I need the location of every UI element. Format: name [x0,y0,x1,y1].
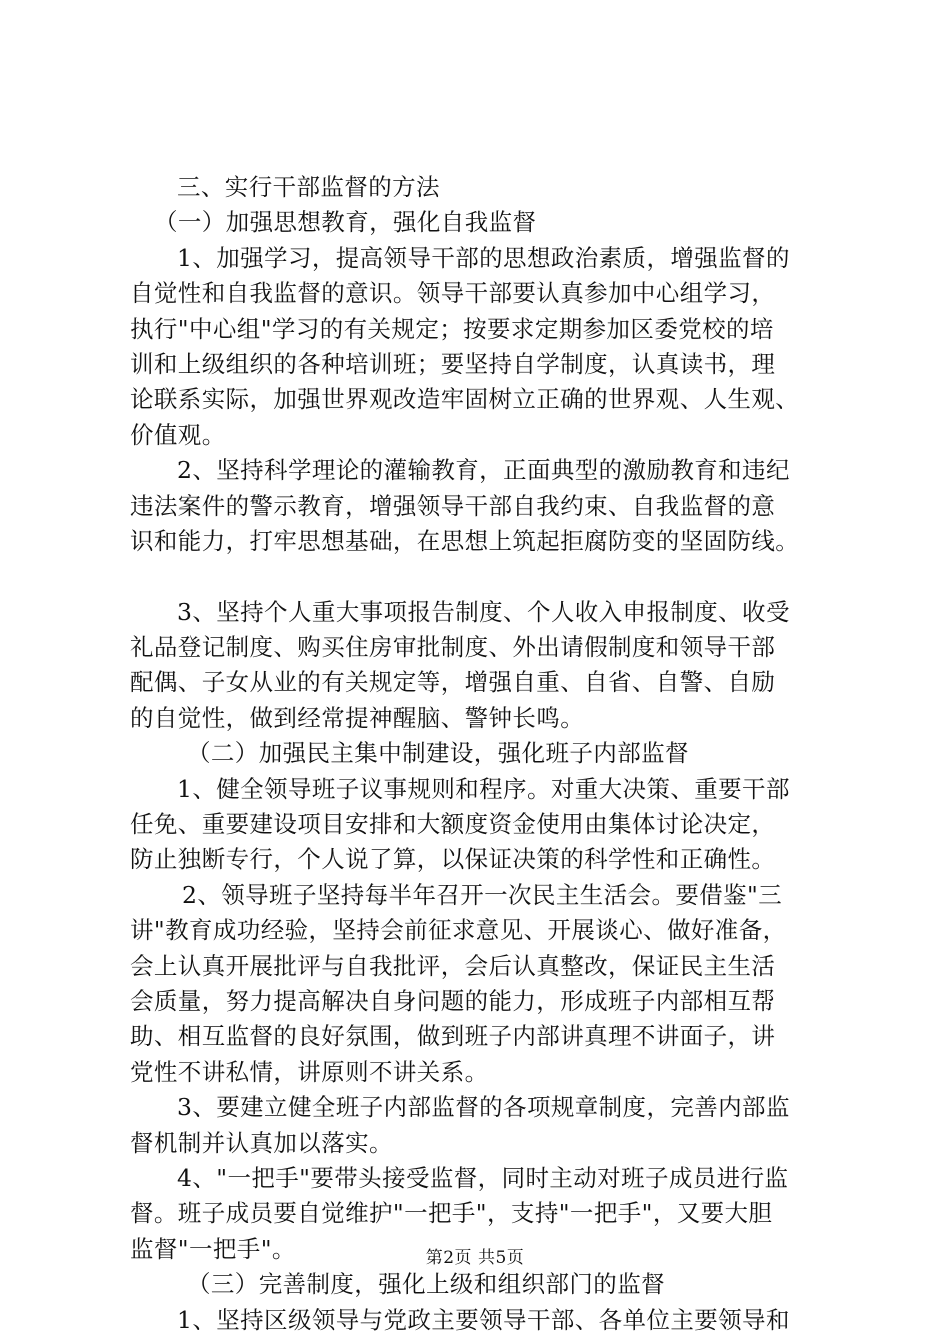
paragraph-line: 3、坚持个人重大事项报告制度、个人收入申报制度、收受 [177,597,790,626]
paragraph-line: 会上认真开展批评与自我批评，会后认真整改，保证民主生活 [130,951,776,980]
paragraph-line: 监督"一把手"。 [130,1234,296,1263]
paragraph-line: 1、健全领导班子议事规则和程序。对重大决策、重要干部 [177,774,790,803]
paragraph-line: 1、坚持区级领导与党政主要领导干部、各单位主要领导和 [177,1305,790,1334]
paragraph-line: 防止独断专行，个人说了算，以保证决策的科学性和正确性。 [130,845,776,874]
paragraph-line: 配偶、子女从业的有关规定等，增强自重、自省、自警、自励 [130,668,776,697]
paragraph-line: 论联系实际，加强世界观改造牢固树立正确的世界观、人生观、 [130,385,800,414]
paragraph-line: 任免、重要建设项目安排和大额度资金使用由集体讨论决定， [130,810,776,839]
paragraph-line: 训和上级组织的各种培训班；要坚持自学制度，认真读书，理 [130,349,776,378]
paragraph-line: 党性不讲私情，讲原则不讲关系。 [130,1057,489,1086]
paragraph-line: 1、加强学习，提高领导干部的思想政治素质，增强监督的 [177,243,790,272]
page-footer [0,1243,950,1268]
paragraph-line: 识和能力，打牢思想基础，在思想上筑起拒腐防变的坚固防线。 [130,526,800,555]
document-body [130,170,830,1338]
paragraph-line: 2、坚持科学理论的灌输教育，正面典型的激励教育和违纪 [177,456,790,485]
blank-line [130,559,830,594]
paragraph-line: 督。班子成员要自觉维护"一把手"，支持"一把手"，又要大胆 [130,1199,773,1228]
subsection-heading: （一）加强思想教育，强化自我监督 [154,208,537,237]
section-heading: 三、实行干部监督的方法 [177,173,440,201]
paragraph-line: 礼品登记制度、购买住房审批制度、外出请假制度和领导干部 [130,633,776,662]
subsection-heading: （二）加强民主集中制建设，强化班子内部监督 [187,739,689,768]
paragraph-line: 违法案件的警示教育，增强领导干部自我约束、自我监督的意 [130,491,776,520]
paragraph-line: 执行"中心组"学习的有关规定；按要求定期参加区委党校的培 [130,314,774,343]
paragraph-line: 的自觉性，做到经常提神醒脑、警钟长鸣。 [130,703,585,732]
paragraph-line: 会质量，努力提高解决自身问题的能力，形成班子内部相互帮 [130,986,776,1015]
paragraph-line: 自觉性和自我监督的意识。领导干部要认真参加中心组学习， [130,279,776,308]
paragraph-line: 价值观。 [130,420,226,449]
paragraph-line: 助、相互监督的良好氛围，做到班子内部讲真理不讲面子，讲 [130,1022,776,1051]
paragraph-line: 2、领导班子坚持每半年召开一次民主生活会。要借鉴"三 [182,880,783,909]
paragraph-line: 督机制并认真加以落实。 [130,1128,393,1157]
paragraph-line: 4、"一把手"要带头接受监督，同时主动对班子成员进行监 [177,1163,789,1192]
page-number-label: 第2页 共5页 [425,1248,525,1268]
paragraph-line: 3、要建立健全班子内部监督的各项规章制度，完善内部监 [177,1093,790,1122]
subsection-heading: （三）完善制度，强化上级和组织部门的监督 [187,1270,665,1299]
paragraph-line: 讲"教育成功经验，坚持会前征求意见、开展谈心、做好准备， [130,916,787,945]
